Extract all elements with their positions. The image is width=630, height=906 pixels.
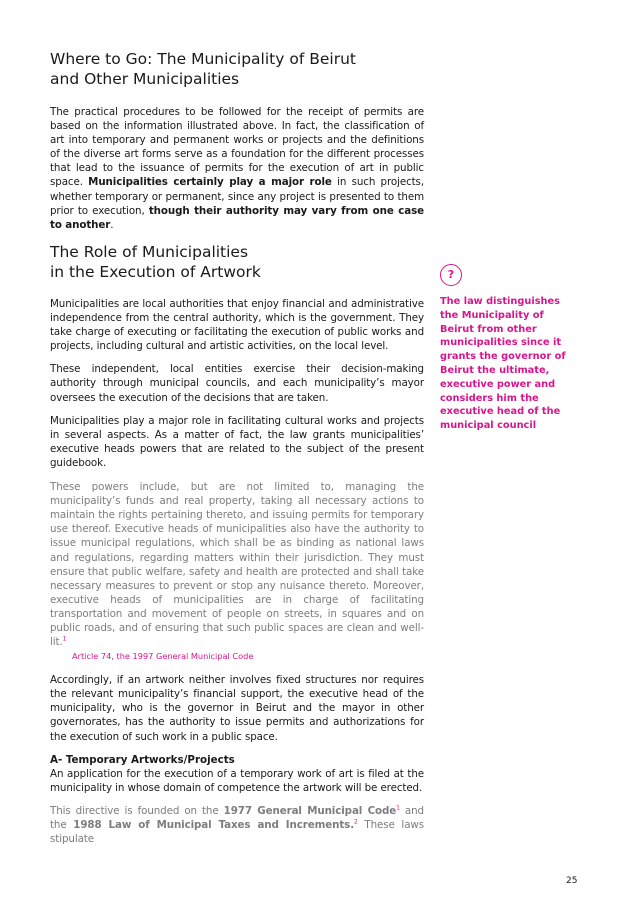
- intro-paragraph: [50, 105, 424, 232]
- paragraph: Accordingly, if an artwork neither involves fixed structures nor requires the relevant municipality’s financial support, the executive head of the municipality, who is the governor in Beirut and the mayor in other governorates, has the authority to issue permits and authorizations for the execution of such work in a public space.: [50, 674, 424, 743]
- text-run: and the: [50, 804, 424, 831]
- section-where-to-go: [50, 49, 424, 232]
- section-title-line: Where to Go: The Municipality of Beirut: [50, 50, 356, 68]
- bold-text: 1977 General Municipal Code: [223, 804, 397, 817]
- text-run: in such projects, whether temporary or permanent, since any project is presented to them prior to execution,: [50, 176, 424, 217]
- text-run: .: [110, 218, 114, 231]
- sidebar-note: [440, 264, 580, 433]
- quoted-law-text: [50, 480, 424, 649]
- section-title-line: The Role of Municipalities: [50, 243, 249, 261]
- quote-source: Article 74, the 1997 General Municipal Code: [72, 651, 254, 662]
- bold-text: 1988 Law of Municipal Taxes and Increments.: [73, 819, 355, 831]
- paragraph: These independent, local entities exercise their decision-making authority through municipal councils, and each municipality’s mayor oversees the execution of the decisions that are taken.: [50, 363, 424, 404]
- page-number: 25: [566, 876, 578, 886]
- text-run: These laws stipulate: [50, 819, 424, 846]
- text-run: The practical procedures to be followed for the receipt of permits are based on the information illustrated above. In fact, the classification of art into temporary and permanent works or projects and the definitions of the diverse art forms serve as a foundation for the different processes that lead to the issuance of permits for the execution of art in public space.: [50, 106, 424, 189]
- paragraph: An application for the execution of a temporary work of art is filed at the municipality in whose domain of competence the artwork will be erected.: [50, 767, 424, 794]
- section-role-of-municipalities: [50, 242, 424, 846]
- footnote-marker: 2: [354, 818, 358, 826]
- quote-text: These powers include, but are not limited to, managing the municipality’s funds and real property, taking all necessary actions to maintain the rights pertaining thereto, and issuing permits for temporary use thereof. Executive heads of municipalities also have the authority to issue municipal regulations, which shall be as binding as national laws and regulations, regarding matters within their jurisdiction. They must ensure that public welfare, safety and health are protected and shall take necessary measures to prevent or stop any nuisance thereto. Moreover, executive heads of municipalities are in charge of facilitating transportation and movement of people on streets, in squares and on public roads, and of ensuring that such public spaces are clean and well-lit.: [50, 481, 424, 649]
- bold-text: though their authority may vary from one case to another: [50, 204, 424, 231]
- sidebar-note-text: The law distinguishes the Municipality of Beirut from other municipalities since it grants the governor of Beirut the ultimate, executive power and considers him the executive head of the municipal council: [440, 296, 566, 432]
- paragraph: Municipalities are local authorities that enjoy financial and administrative independence from the central authority, which is the government. They take charge of executing or facilitating the execution of public works and projects, including cultural and artistic activities, on the local level.: [50, 298, 424, 353]
- paragraph: Municipalities play a major role in facilitating cultural works and projects in several aspects. As a matter of fact, the law grants municipalities’ executive heads powers that are related to the subject of the present guidebook.: [50, 414, 424, 469]
- section-title: [50, 242, 424, 282]
- section-title-line: in the Execution of Artwork: [50, 263, 261, 281]
- text-run: This directive is founded on the: [50, 804, 224, 817]
- question-mark-icon: ?: [440, 264, 462, 286]
- section-title: [50, 49, 424, 89]
- footnote-marker: 1: [396, 804, 400, 812]
- section-title-line: and Other Municipalities: [50, 70, 240, 88]
- paragraph-law-references: [50, 804, 424, 846]
- bold-text: Municipalities certainly play a major role: [88, 176, 332, 189]
- subheading: A- Temporary Artworks/Projects: [50, 753, 235, 766]
- footnote-marker: 1: [62, 635, 67, 643]
